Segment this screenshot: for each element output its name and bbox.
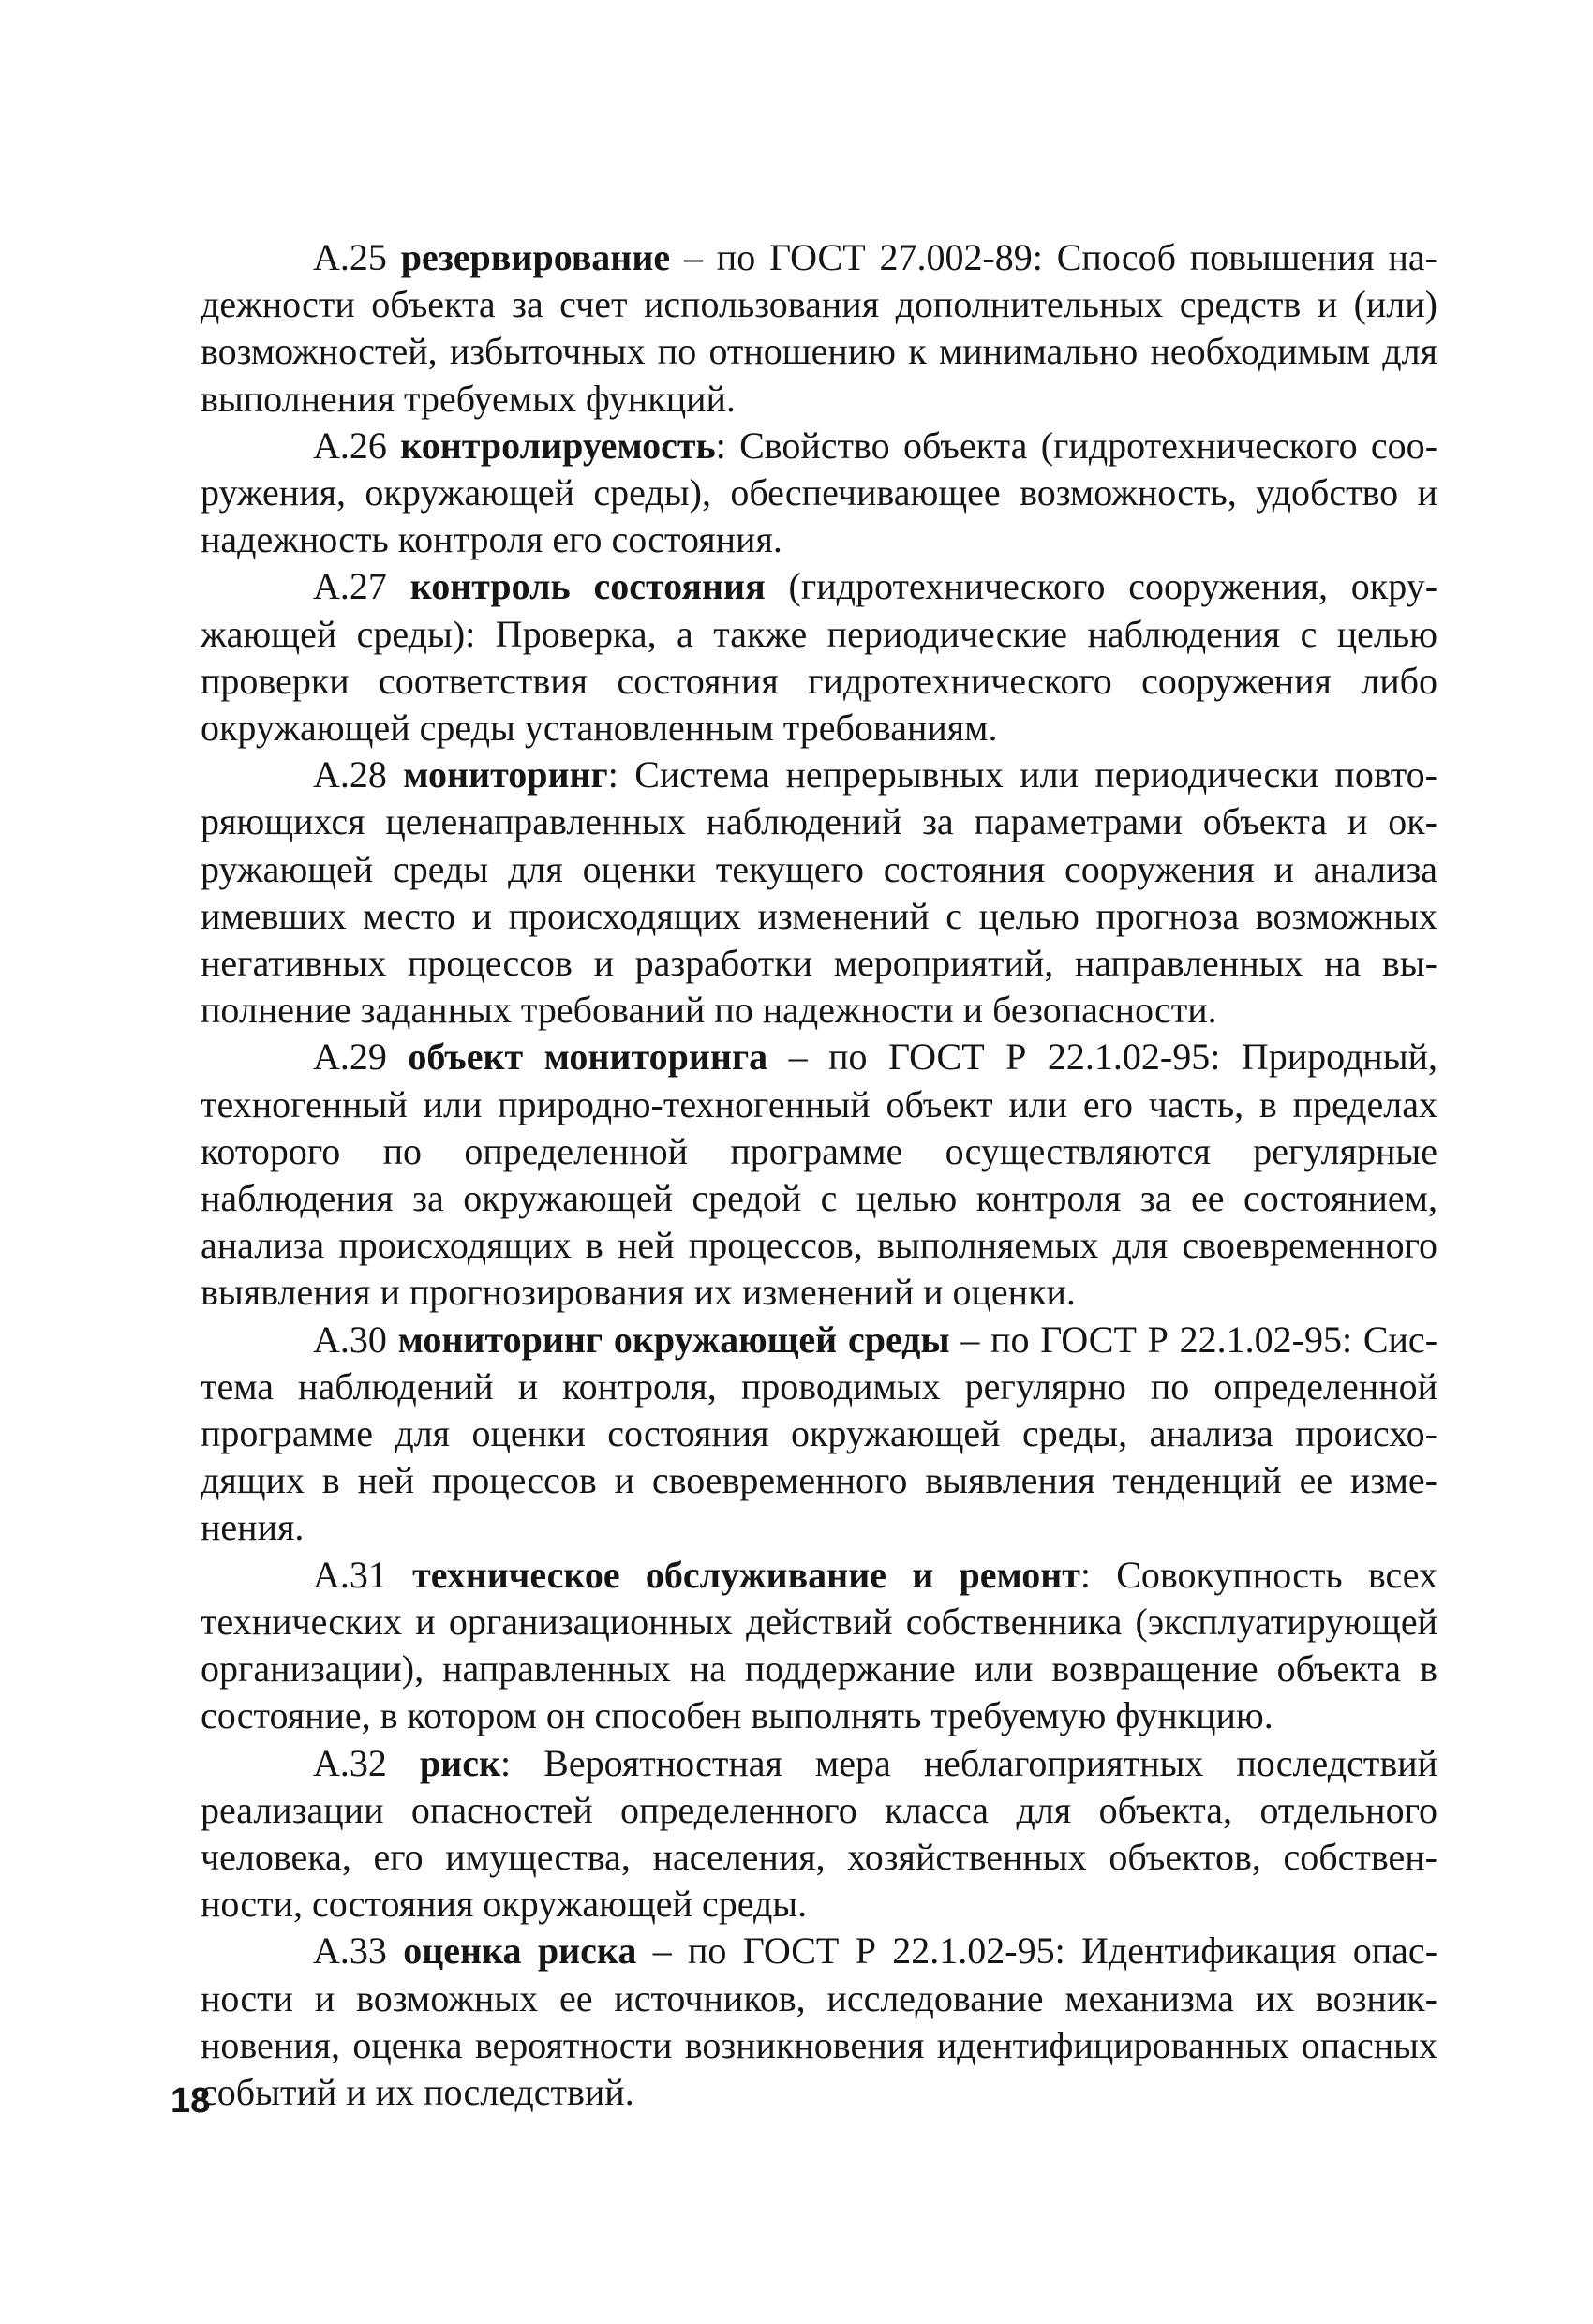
- definition-a31: [201, 1552, 1437, 1740]
- entry-number: А.27: [313, 565, 387, 608]
- definition-a32: [201, 1740, 1437, 1929]
- entry-term: резервирование: [400, 236, 671, 278]
- entry-text: : Система непрерывных или периодически повторяющихся целенаправленных наблюдений за параметрами объекта и окружающей среды для оценки текущего состояния сооружения и анализа имевших место и происходящих изменений с целью прогноза возможных негативных процессов и разработки мероприятий, направленных на выполнение заданных требований по надежности и безопасности.: [201, 753, 1437, 1032]
- entry-text: : Вероятностная мера неблагоприятных последствий реализации опасностей определенного класса для объекта, отдельного человека, его имущества, населения, хозяйственных объектов, собственности, состояния окружающей среды.: [201, 1741, 1438, 1926]
- entry-number: А.25: [313, 236, 387, 278]
- entry-number: А.31: [313, 1553, 387, 1596]
- entry-text: – по ГОСТ Р 22.1.02-95: Природный, техногенный или природно-техногенный объект или его часть, в пределах которого по определенной программе осуществляются регулярные наблюдения за окружающей средой с целью контроля за ее состоянием, анализа происходящих в ней процессов, выполняемых для своевременного выявления и прогнозирования их изменений и оценки.: [201, 1035, 1437, 1314]
- definition-a28: [201, 752, 1437, 1034]
- entry-text: : Свойство объекта (гидротехнического сооружения, окружающей среды), обеспечивающее возможность, удобство и надежность контроля его состояния.: [201, 424, 1438, 561]
- page-number: 18: [171, 2081, 211, 2121]
- entry-text: : Совокупность всех технических и организационных действий собственника (эксплуатирующей организации), направленных на поддержание или возвращение объекта в состояние, в котором он способен выполнять требуемую функцию.: [201, 1553, 1438, 1737]
- entry-text: – по ГОСТ Р 22.1.02-95: Система наблюдений и контроля, проводимых регулярно по определенной программе для оценки состояния окружающей среды, анализа происходящих в ней процессов и своевременного выявления тенденций ее изменения.: [201, 1318, 1438, 1549]
- entry-number: А.33: [313, 1929, 387, 1973]
- definition-a27: [201, 563, 1437, 752]
- entry-term: объект мониторинга: [408, 1035, 768, 1079]
- entry-term: контролируемость: [400, 424, 716, 467]
- entry-text: – по ГОСТ 27.002-89: Способ повышения надежности объекта за счет использования дополнительных средств и (или) возможностей, избыточных по отношению к минимально необходимым для выполнения требуемых функций.: [201, 236, 1437, 420]
- entry-number: А.30: [313, 1318, 387, 1361]
- entry-number: А.28: [313, 753, 387, 797]
- definition-a29: [201, 1034, 1437, 1316]
- entry-term: риск: [419, 1741, 501, 1784]
- definition-a30: [201, 1317, 1437, 1552]
- entry-term: контроль состояния: [409, 565, 766, 608]
- entry-text: – по ГОСТ Р 22.1.02-95: Идентификация опасности и возможных ее источников, исследование механизма их возникновения, оценка вероятности возникновения идентифицированных опасных событий и их последствий.: [201, 1929, 1438, 2113]
- entry-number: А.32: [313, 1741, 387, 1784]
- entry-term: техническое обслуживание и ремонт: [412, 1553, 1080, 1596]
- definition-a26: [201, 423, 1437, 564]
- entry-term: оценка риска: [403, 1929, 637, 1973]
- entry-number: А.29: [313, 1035, 387, 1079]
- entry-term: мониторинг окружающей среды: [397, 1318, 950, 1361]
- entry-term: мониторинг: [403, 753, 608, 797]
- entry-number: А.26: [313, 424, 387, 467]
- definition-a25: [201, 234, 1437, 423]
- definition-a33: [201, 1928, 1437, 2116]
- entry-text: (гидротехнического сооружения, окружающей среды): Проверка, а также периодические наблюдения с целью проверки соответствия состояния гидротехнического сооружения либо окружающей среды установленным требованиям.: [201, 565, 1438, 750]
- definitions-list: [201, 234, 1437, 2116]
